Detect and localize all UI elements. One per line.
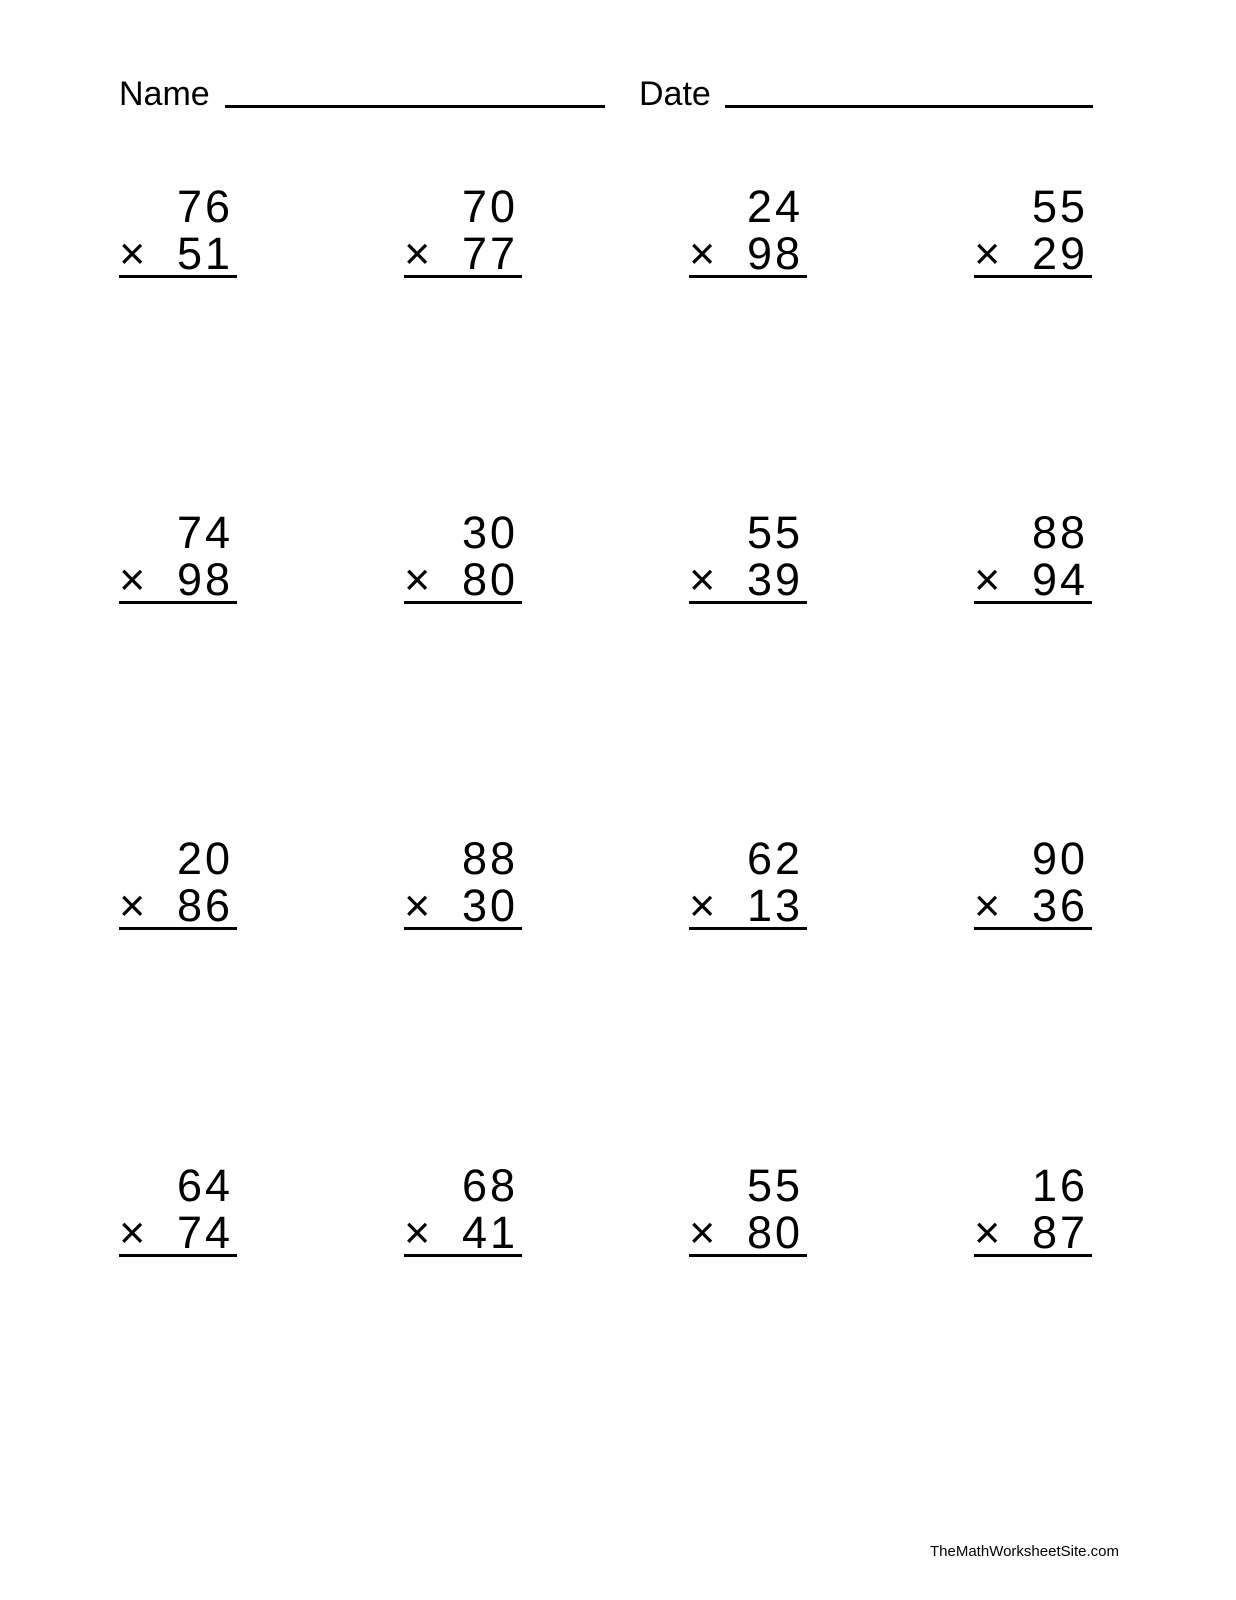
multiplicand: 62 <box>746 833 803 884</box>
multiply-sign: × <box>974 880 1001 931</box>
multiplicand: 64 <box>176 1160 233 1211</box>
multiplicand: 88 <box>461 833 518 884</box>
multiplier: 94 <box>1031 554 1088 605</box>
multiplicand: 16 <box>1031 1160 1088 1211</box>
problem-16 <box>974 1161 1092 1261</box>
answer-rule <box>974 1254 1092 1257</box>
problem-10 <box>404 834 522 934</box>
multiply-sign: × <box>689 554 716 605</box>
problem-2 <box>404 182 522 282</box>
multiplier: 29 <box>1031 228 1088 279</box>
answer-rule <box>119 601 237 604</box>
problem-8 <box>974 508 1092 608</box>
multiply-sign: × <box>689 1207 716 1258</box>
multiplicand: 76 <box>176 181 233 232</box>
multiply-sign: × <box>404 554 431 605</box>
answer-rule <box>119 927 237 930</box>
multiplicand: 55 <box>746 1160 803 1211</box>
multiplier: 87 <box>1031 1207 1088 1258</box>
answer-rule <box>119 275 237 278</box>
date-label: Date <box>639 75 711 113</box>
multiplicand: 55 <box>1031 181 1088 232</box>
problem-12 <box>974 834 1092 934</box>
multiply-sign: × <box>974 228 1001 279</box>
multiplicand: 90 <box>1031 833 1088 884</box>
multiplicand: 74 <box>176 507 233 558</box>
answer-rule <box>689 275 807 278</box>
multiplicand: 70 <box>461 181 518 232</box>
multiply-sign: × <box>689 880 716 931</box>
problem-4 <box>974 182 1092 282</box>
problem-7 <box>689 508 807 608</box>
problem-9 <box>119 834 237 934</box>
problem-14 <box>404 1161 522 1261</box>
multiply-sign: × <box>404 880 431 931</box>
multiplier: 36 <box>1031 880 1088 931</box>
multiplier: 30 <box>461 880 518 931</box>
multiplier: 39 <box>746 554 803 605</box>
answer-rule <box>404 927 522 930</box>
name-label: Name <box>119 75 210 113</box>
problem-1 <box>119 182 237 282</box>
multiply-sign: × <box>974 554 1001 605</box>
multiplier: 98 <box>176 554 233 605</box>
answer-rule <box>974 601 1092 604</box>
problem-11 <box>689 834 807 934</box>
multiplicand: 68 <box>461 1160 518 1211</box>
problem-5 <box>119 508 237 608</box>
answer-rule <box>974 927 1092 930</box>
multiplicand: 55 <box>746 507 803 558</box>
multiply-sign: × <box>119 880 146 931</box>
multiply-sign: × <box>974 1207 1001 1258</box>
footer-site: TheMathWorksheetSite.com <box>930 1543 1119 1560</box>
date-field-line[interactable] <box>725 105 1093 108</box>
multiplier: 13 <box>746 880 803 931</box>
multiplicand: 24 <box>746 181 803 232</box>
multiply-sign: × <box>404 1207 431 1258</box>
answer-rule <box>404 601 522 604</box>
multiply-sign: × <box>119 1207 146 1258</box>
problem-3 <box>689 182 807 282</box>
multiplier: 41 <box>461 1207 518 1258</box>
problem-13 <box>119 1161 237 1261</box>
problem-15 <box>689 1161 807 1261</box>
multiplier: 80 <box>746 1207 803 1258</box>
multiplier: 86 <box>176 880 233 931</box>
multiplicand: 30 <box>461 507 518 558</box>
answer-rule <box>404 1254 522 1257</box>
answer-rule <box>689 927 807 930</box>
answer-rule <box>404 275 522 278</box>
multiplier: 74 <box>176 1207 233 1258</box>
problem-6 <box>404 508 522 608</box>
multiplier: 98 <box>746 228 803 279</box>
answer-rule <box>974 275 1092 278</box>
name-field-line[interactable] <box>225 105 605 108</box>
multiplier: 77 <box>461 228 518 279</box>
multiply-sign: × <box>119 554 146 605</box>
multiply-sign: × <box>119 228 146 279</box>
answer-rule <box>689 601 807 604</box>
multiplier: 80 <box>461 554 518 605</box>
worksheet-header <box>119 74 1093 114</box>
multiply-sign: × <box>404 228 431 279</box>
multiply-sign: × <box>689 228 716 279</box>
multiplier: 51 <box>176 228 233 279</box>
multiplicand: 88 <box>1031 507 1088 558</box>
answer-rule <box>689 1254 807 1257</box>
multiplicand: 20 <box>176 833 233 884</box>
answer-rule <box>119 1254 237 1257</box>
